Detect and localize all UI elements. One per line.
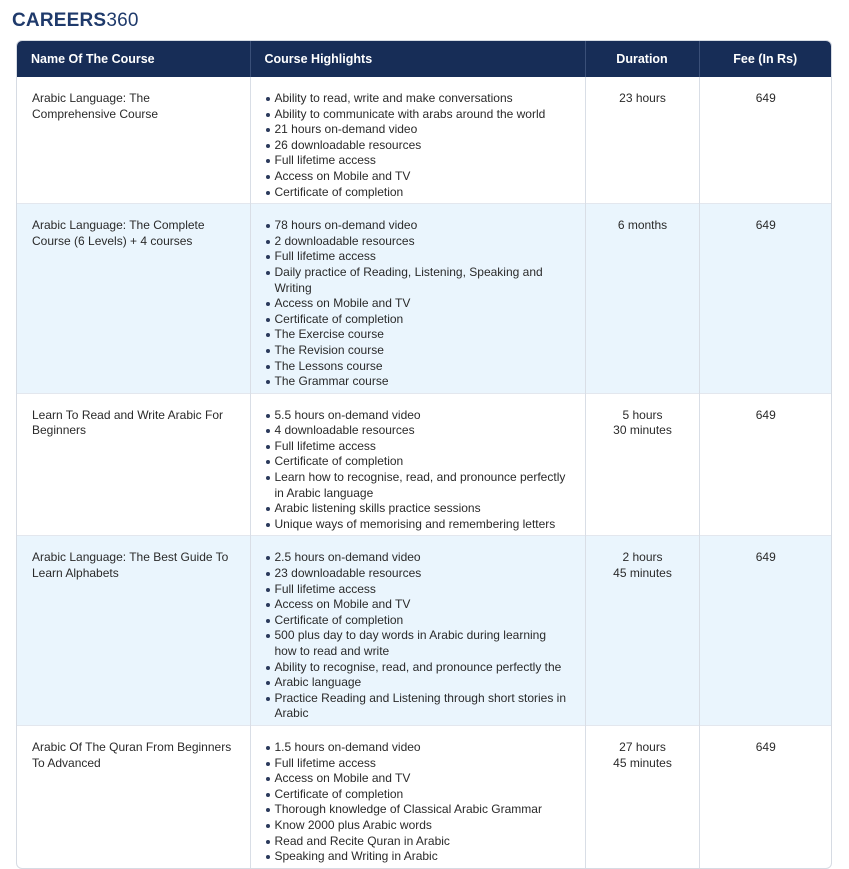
highlight-item: Ability to recognise, read, and pronounce perfectly the (275, 660, 571, 676)
highlight-item: Certificate of completion (275, 312, 571, 328)
fee-cell: 649 (699, 725, 831, 867)
highlight-item: Certificate of completion (275, 454, 571, 470)
duration-line: 45 minutes (613, 755, 672, 770)
highlight-item: The Lessons course (275, 359, 571, 375)
highlight-item: Access on Mobile and TV (275, 771, 571, 787)
logo-text-careers: CAREERS (12, 10, 107, 31)
fee-cell: 649 (755, 91, 776, 105)
logo-text-360: 360 (106, 10, 139, 31)
course-highlights-cell (250, 725, 585, 867)
highlight-item: Access on Mobile and TV (275, 296, 571, 312)
course-table (17, 41, 831, 868)
duration-line: 27 hours (619, 739, 666, 754)
header-duration: Duration (585, 41, 699, 77)
highlight-item: Practice Reading and Listening through short stories in Arabic (275, 691, 571, 722)
duration-line: 30 minutes (613, 423, 672, 438)
highlights-list (266, 408, 571, 533)
duration-cell (585, 393, 699, 536)
highlight-item: Certificate of completion (275, 613, 571, 629)
highlight-item: Certificate of completion (275, 787, 571, 803)
course-highlights-cell (250, 536, 585, 726)
highlight-item: Access on Mobile and TV (275, 169, 571, 185)
duration-cell (585, 536, 699, 726)
careers360-logo[interactable] (12, 10, 139, 32)
course-name-cell: Arabic Language: The Complete Course (6 Levels) + 4 courses (17, 204, 250, 394)
course-name-cell: Arabic Of The Quran From Beginners To Advanced (17, 725, 250, 867)
header-course-name: Name Of The Course (17, 41, 250, 77)
highlight-item: 4 downloadable resources (275, 423, 571, 439)
course-name-cell: Arabic Language: The Comprehensive Course (17, 77, 250, 204)
table-row (17, 204, 831, 394)
highlight-item: Thorough knowledge of Classical Arabic Grammar (275, 802, 571, 818)
fee-cell: 649 (699, 536, 831, 726)
highlight-item: 78 hours on-demand video (275, 218, 571, 234)
duration-cell (585, 204, 699, 394)
course-highlights-cell (250, 77, 585, 204)
highlight-item: Read and Recite Quran in Arabic (275, 834, 571, 850)
course-highlights-cell (250, 204, 585, 394)
header-course-highlights: Course Highlights (250, 41, 585, 77)
highlight-item: Speaking and Writing in Arabic (275, 849, 571, 865)
header-fee: Fee (In Rs) (699, 41, 831, 77)
course-highlights-cell (250, 393, 585, 536)
highlight-item: Ability to communicate with arabs around the world (275, 107, 571, 123)
highlight-item: 2 downloadable resources (275, 234, 571, 250)
duration-cell (585, 725, 699, 867)
course-name-cell: Learn To Read and Write Arabic For Beginners (17, 393, 250, 536)
highlight-item: 5.5 hours on-demand video (275, 408, 571, 424)
highlights-list (266, 550, 571, 722)
duration-cell (585, 77, 699, 204)
highlight-item: The Grammar course (275, 374, 571, 390)
highlight-item: The Revision course (275, 343, 571, 359)
highlights-list (266, 740, 571, 865)
highlight-item: Full lifetime access (275, 249, 571, 265)
duration-line: 5 hours (622, 407, 663, 422)
highlight-item: 26 downloadable resources (275, 138, 571, 154)
highlight-item: Daily practice of Reading, Listening, Speaking and Writing (275, 265, 571, 296)
duration-line: 23 hours (619, 91, 666, 105)
highlight-item: 23 downloadable resources (275, 566, 571, 582)
highlight-item: Full lifetime access (275, 756, 571, 772)
highlight-item: 21 hours on-demand video (275, 122, 571, 138)
highlight-item: Know 2000 plus Arabic words (275, 818, 571, 834)
course-name-cell: Arabic Language: The Best Guide To Learn Alphabets (17, 536, 250, 726)
highlight-item: 1.5 hours on-demand video (275, 740, 571, 756)
table-row (17, 393, 831, 536)
table-row (17, 536, 831, 726)
highlight-item: Full lifetime access (275, 582, 571, 598)
fee-cell: 649 (699, 393, 831, 536)
highlight-item: Certificate of completion (275, 185, 571, 201)
table-body (17, 77, 831, 868)
highlight-item: Full lifetime access (275, 439, 571, 455)
highlight-item: The Exercise course (275, 327, 571, 343)
highlight-item: Arabic listening skills practice sessions (275, 501, 571, 517)
duration-line: 2 hours (622, 550, 663, 565)
highlight-item: 500 plus day to day words in Arabic during learning how to read and write (275, 628, 571, 659)
table-row (17, 725, 831, 867)
highlight-item: Full lifetime access (275, 153, 571, 169)
highlights-list (266, 218, 571, 390)
duration-line: 6 months (617, 218, 668, 233)
fee-cell: 649 (699, 204, 831, 394)
highlight-item: Unique ways of memorising and remembering letters (275, 517, 571, 533)
table-header-row (17, 41, 831, 77)
table-row (17, 77, 831, 204)
course-table-container (16, 40, 832, 869)
duration-line: 45 minutes (613, 566, 672, 581)
highlight-item: Ability to read, write and make conversations (275, 91, 571, 107)
highlight-item: Access on Mobile and TV (275, 597, 571, 613)
highlights-list (266, 91, 571, 200)
highlight-item: 2.5 hours on-demand video (275, 550, 571, 566)
highlight-item: Arabic language (275, 675, 571, 691)
highlight-item: Learn how to recognise, read, and pronounce perfectly in Arabic language (275, 470, 571, 501)
